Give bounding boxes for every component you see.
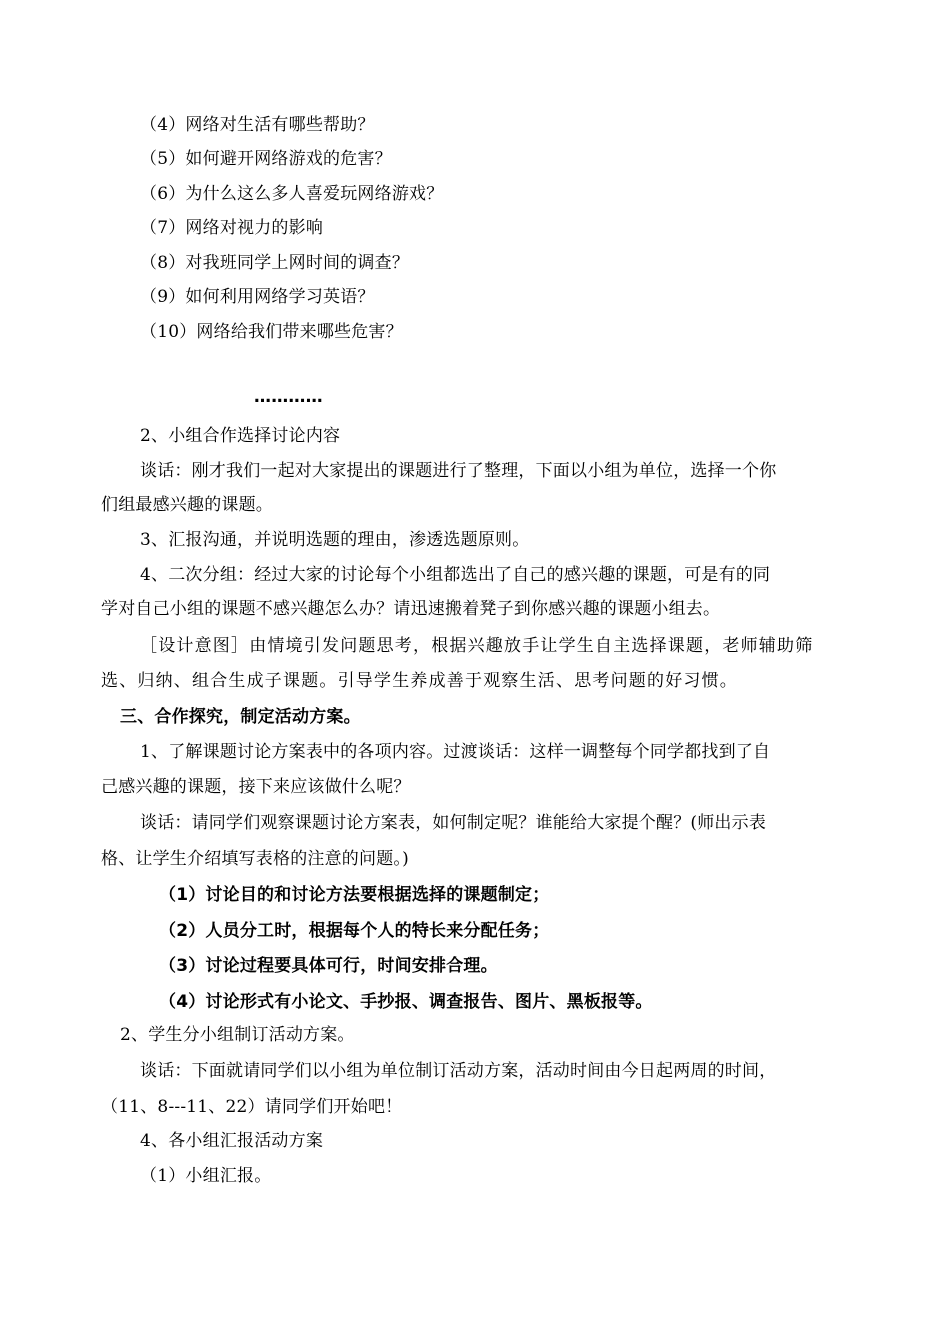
- design-intent-line2: 选、归纳、组合生成子课题。引导学生养成善于观察生活、思考问题的好习惯。: [101, 671, 738, 691]
- note-item-4: （4）讨论形式有小论文、手抄报、调查报告、图片、黑板报等。: [159, 992, 653, 1012]
- topic-item-5: （5）如何避开网络游戏的危害？: [140, 149, 392, 169]
- step3-text: 3、汇报沟通，并说明选题的理由，渗透选题原则。: [140, 530, 530, 550]
- s3-item1-line1: 1、了解课题讨论方案表中的各项内容。过渡谈话：这样一调整每个同学都找到了自: [140, 742, 771, 762]
- step4-line2: 学对自己小组的课题不感兴趣怎么办？请迅速搬着凳子到你感兴趣的课题小组去。: [101, 599, 721, 619]
- s3-talk2-line2: （11、8---11、22）请同学们开始吧！: [101, 1097, 403, 1117]
- topic-item-10: （10）网络给我们带来哪些危害？: [140, 322, 403, 342]
- s3-item2: 2、学生分小组制订活动方案。: [120, 1025, 355, 1045]
- topic-item-4: （4）网络对生活有哪些帮助？: [140, 115, 375, 135]
- topic-item-8: （8）对我班同学上网时间的调查？: [140, 253, 410, 273]
- step2-talk-line2: 们组最感兴趣的课题。: [101, 495, 273, 515]
- design-intent-line1: ［设计意图］由情境引发问题思考，根据兴趣放手让学生自主选择课题，老师辅助筛: [140, 636, 814, 656]
- s3-item1-line2: 己感兴趣的课题，接下来应该做什么呢？: [101, 777, 411, 797]
- topic-item-9: （9）如何利用网络学习英语？: [140, 287, 375, 307]
- s3-item4: 4、各小组汇报活动方案: [140, 1131, 324, 1151]
- section3-title: 三、合作探究，制定活动方案。: [120, 707, 361, 727]
- step2-talk-line1: 谈话：刚才我们一起对大家提出的课题进行了整理，下面以小组为单位，选择一个你: [140, 461, 777, 481]
- topic-item-6: （6）为什么这么多人喜爱玩网络游戏？: [140, 184, 444, 204]
- s3-talk-line2: 格、让学生介绍填写表格的注意的问题。): [101, 849, 409, 869]
- note-item-3: （3）讨论过程要具体可行，时间安排合理。: [159, 956, 498, 976]
- note-item-1: （1）讨论目的和讨论方法要根据选择的课题制定；: [159, 885, 550, 905]
- step2-heading: 2、小组合作选择讨论内容: [140, 426, 341, 446]
- s3-item4-sub: （1）小组汇报。: [140, 1166, 272, 1186]
- step4-line1: 4、二次分组：经过大家的讨论每个小组都选出了自己的感兴趣的课题，可是有的同: [140, 565, 771, 585]
- s3-talk2-line1: 谈话：下面就请同学们以小组为单位制订活动方案，活动时间由今日起两周的时间，: [140, 1061, 777, 1081]
- note-item-2: （2）人员分工时，根据每个人的特长来分配任务；: [159, 921, 550, 941]
- s3-talk-line1: 谈话：请同学们观察课题讨论方案表，如何制定呢？谁能给大家提个醒？(师出示表: [140, 813, 767, 833]
- topic-item-7: （7）网络对视力的影响: [140, 218, 324, 238]
- ellipsis: …………: [254, 387, 323, 407]
